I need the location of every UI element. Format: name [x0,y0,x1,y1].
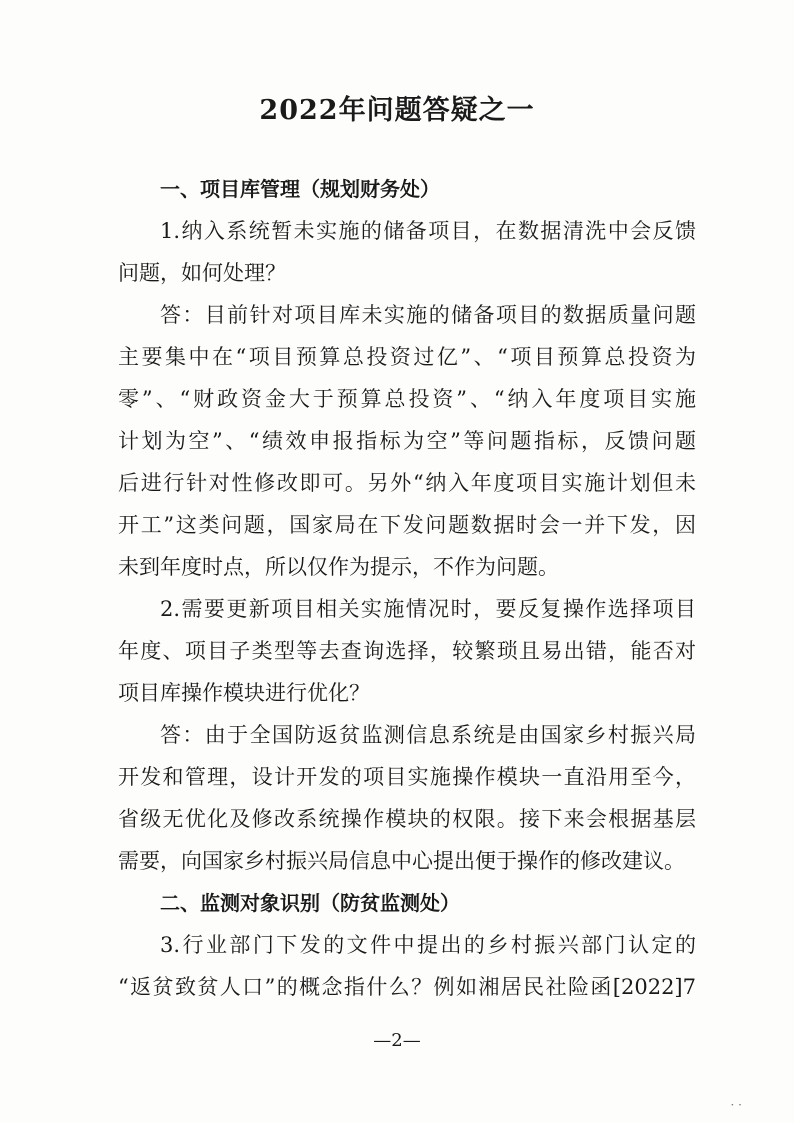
answer-1-line-1: 答：目前针对项目库未实施的储备项目的数据质量问题 [160,303,696,327]
answer-1-line-7: 未到年度时点，所以仅作为提示，不作为问题。 [118,555,559,579]
answer-2-line-2: 开发和管理，设计开发的项目实施操作模块一直沿用至今， [118,765,696,789]
answer-1-line-2: 主要集中在“项目预算总投资过亿”、“项目预算总投资为 [118,345,696,369]
question-2-line-1: 2.需要更新项目相关实施情况时，要反复操作选择项目 [160,597,696,621]
question-1-line-1: 1.纳入系统暂未实施的储备项目，在数据清洗中会反馈 [160,219,696,243]
page-number: —2— [373,1030,421,1051]
answer-2-line-3: 省级无优化及修改系统操作模块的权限。接下来会根据基层 [118,807,696,831]
answer-1-line-5: 后进行针对性修改即可。另外“纳入年度项目实施计划但未 [118,471,696,495]
section-heading-project-library: 一、项目库管理（规划财务处） [160,177,440,201]
document-body [118,168,696,1008]
question-3-line-2: “返贫致贫人口”的概念指什么？例如湘居民社险函[2022]7 [118,975,696,999]
answer-2-line-4: 需要，向国家乡村振兴局信息中心提出便于操作的修改建议。 [118,849,685,873]
question-2-line-2: 年度、项目子类型等去查询选择，较繁琐且易出错，能否对 [118,639,696,663]
answer-1-line-4: 计划为空”、“绩效申报指标为空”等问题指标，反馈问题 [118,429,696,453]
answer-1-line-3: 零”、“财政资金大于预算总投资”、“纳入年度项目实施 [118,387,696,411]
document-title: 2022年问题答疑之一 [259,95,535,126]
section-heading-monitoring: 二、监测对象识别（防贫监测处） [160,891,460,915]
question-1-line-2: 问题，如何处理？ [118,261,286,285]
question-2-line-3: 项目库操作模块进行优化？ [118,681,370,705]
answer-1-line-6: 开工”这类问题，国家局在下发问题数据时会一并下发，因 [118,513,696,537]
scan-specks-decoration: · · [730,1098,742,1112]
answer-2-line-1: 答：由于全国防返贫监测信息系统是由国家乡村振兴局 [160,723,696,747]
question-3-line-1: 3.行业部门下发的文件中提出的乡村振兴部门认定的 [160,933,696,957]
